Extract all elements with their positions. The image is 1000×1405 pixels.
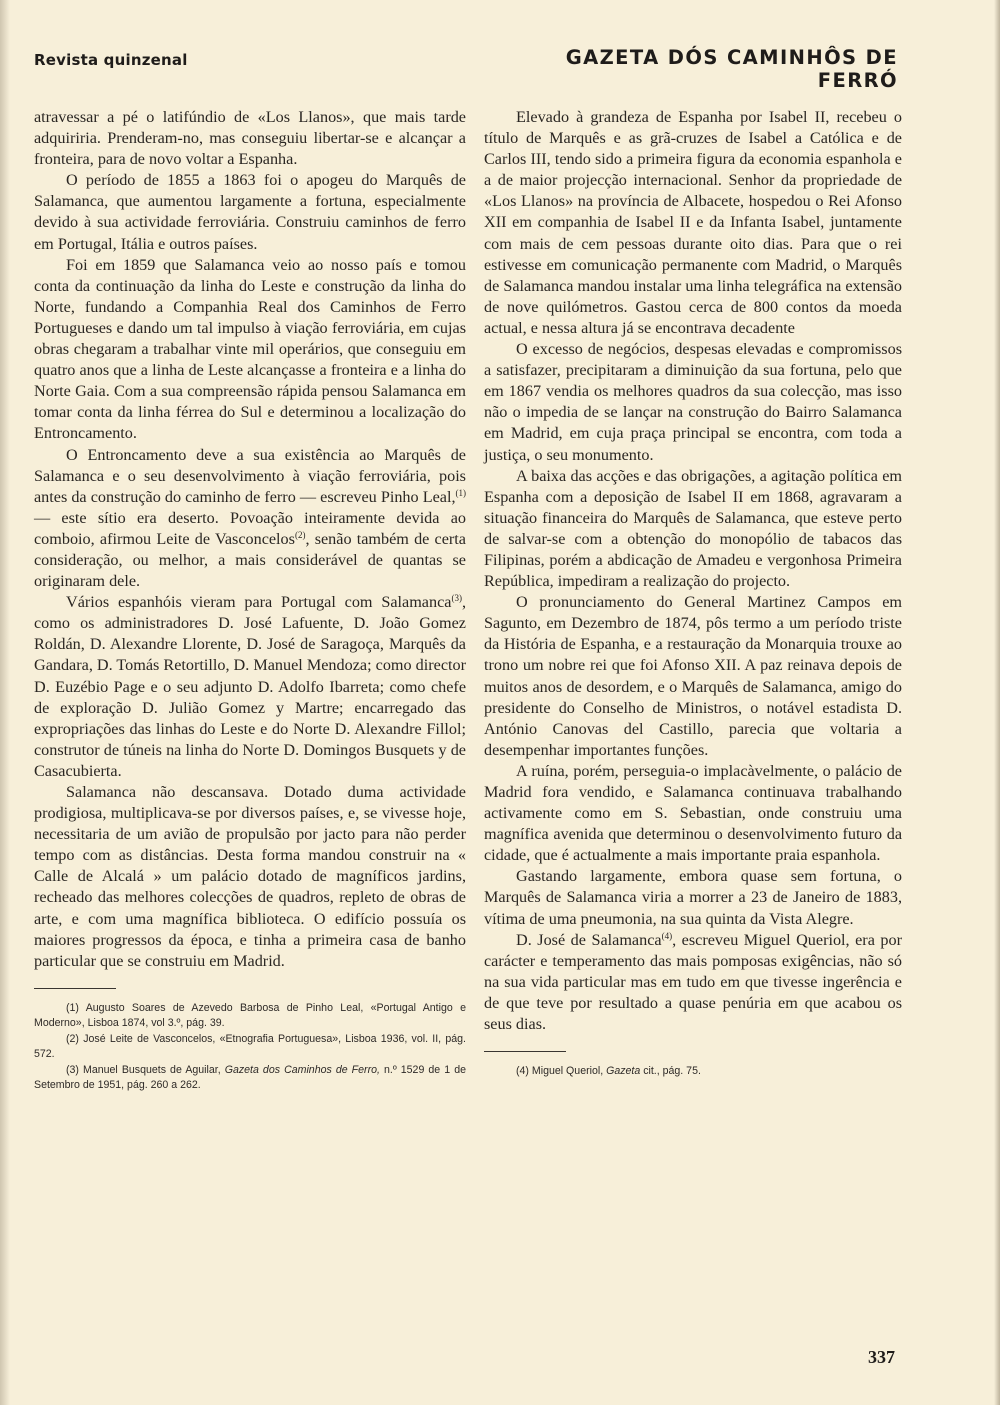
running-header-title: GAZETA DÓS CAMINHÔS DE FERRÓ: [565, 46, 898, 92]
page-edge-shadow: [994, 0, 1000, 1405]
paragraph: Foi em 1859 que Salamanca veio ao nosso país e tomou conta da continuação da linha do Leste e construção da linha do Norte, fundando a Companhia Real dos Caminhos de Ferro Portugueses e dando um tal impulso à viação ferroviária, em cujas obras chegaram a trabalhar vinte mil operários, que conseguiu em quatro anos que a linha de Leste alcançasse a fronteira e a linha do Norte Gaia. Com a sua compreensão rápida pensou Salamanca em tomar conta da linha férrea do Sul e determinou a localização do Entroncamento.: [34, 255, 466, 443]
paragraph: Gastando largamente, embora quase sem fortuna, o Marquês de Salamanca viria a morrer a 23 de Janeiro de 1883, vítima de uma pneumonia, na sua quinta da Vista Alegre.: [484, 867, 902, 928]
footnote-text: Miguel Queriol,: [531, 1065, 607, 1078]
footnote-ref-3[interactable]: (3): [451, 593, 462, 604]
footnote-text: n.º 1529 de 1 de Setembro de 1951, pág. 260 a 262.: [34, 1063, 466, 1092]
paragraph: A ruína, porém, perseguia-o implacàvelmente, o palácio de Madrid fora vendido, e Salamanca continuava trabalhando activamente como em S. Sebastian, onde construiu uma magnífica avenida que determinou o desenvolvimento futuro da cidade, que é actualmente a mais importante praia espanhola.: [484, 761, 902, 865]
left-column: [34, 107, 466, 1094]
footnote-1: [34, 1001, 466, 1032]
paragraph: O excesso de negócios, despesas elevadas e compromissos a satisfazer, precipitaram a diminuição da sua fortuna, pelo que em 1867 vendia os melhores quadros da sua colecção, mas isso não o impedia de se lançar na construção do Bairro Salamanca em Madrid, em cuja praça principal se encontra, com toda a justiça, o seu monumento.: [484, 340, 902, 464]
paragraph: [34, 592, 466, 782]
paragraph: Elevado à grandeza de Espanha por Isabel II, recebeu o título de Marquês e as grã-cruzes de Isabel a Católica e de Carlos III, tendo sido a primeira figura da economia espanhola e a de maior projecção internacional. Senhor da propriedade de «Los Llanos» na província de Albacete, hospedou o Rei Afonso XII em companhia de Isabel II e da Infanta Isabel, juntamente com mais de cem pessoas durante oito dias. Para que o rei estivesse em comunicação permanente com Madrid, o Marquês de Salamanca mandou instalar uma linha telegráfica na extensão de nove quilómetros. Gastou cerca de 800 contos da moeda actual, e nessa altura já se encontrava decadente: [484, 108, 902, 337]
footnote-3: [34, 1063, 466, 1094]
paragraph: [484, 930, 902, 1035]
right-column-body: [484, 107, 902, 1035]
paragraph-text: D. José de Salamanca: [516, 930, 662, 949]
paragraph-text: — este sítio era deserto. Povoação inteiramente devida ao comboio, afirmou Leite de Vasconcelos: [34, 508, 466, 548]
footnote-text: Augusto Soares de Azevedo Barbosa de Pinho Leal, «Portugal Antigo e Moderno», Lisboa 1874, vol 3.º, pág. 39.: [34, 1001, 466, 1030]
right-column: [484, 107, 902, 1080]
paragraph: O período de 1855 a 1863 foi o apogeu do Marquês de Salamanca, que aumentou largamente a fortuna, especialmente devido à sua actividade ferroviária. Construiu caminhos de ferro em Portugal, Itália e outros países.: [34, 171, 466, 253]
footnote-ref-4[interactable]: (4): [661, 930, 673, 941]
paragraph-text: Vários espanhóis vieram para Portugal com Salamanca: [66, 593, 452, 612]
paragraph: atravessar a pé o latifúndio de «Los Llanos», que mais tarde adquiriria. Prenderam-no, mas conseguiu libertar-se e alcançar a fronteira, para de novo voltar a Espanha.: [34, 108, 466, 169]
page-number: 337: [868, 1347, 895, 1367]
footnote-number: (1): [66, 1001, 79, 1014]
paragraph-text: , escreveu Miguel Queriol, era por carácter e temperamento das mais pomposas exigências, não só na sua vida particular mas em tudo em que tivesse ingerência e de que teve por resultado a quase penúria em que acabou os seus dias.: [484, 930, 902, 1034]
footnote-ref-1[interactable]: (1): [455, 487, 466, 498]
left-footnotes: [34, 1001, 466, 1094]
page-edge-shadow: [0, 0, 10, 1405]
paragraph-text: , como os administradores D. José Lafuente, D. João Gomez Roldán, D. Alexandre Llorente, D. José de Saragoça, Marquês da Gandara, D. Tomás Retortillo, D. Manuel Mendoza; como director D. Euzébio Page e o seu adjunto D. Adolfo Ibarreta; como chefe de exploração D. Julião Gomez y Martre; encarregado das expropriações das linhas do Leste e do Norte D. Alexandre Fillol; construtor de túneis na linha do Norte D. Domingos Busquets y de Casacubierta.: [34, 593, 466, 780]
footnote-divider: [484, 1051, 566, 1052]
footnote-text: cit., pág. 75.: [640, 1065, 701, 1078]
footnote-text: Manuel Busquets de Aguilar,: [83, 1063, 225, 1076]
footnote-italic-title: Gazeta: [606, 1065, 641, 1078]
paragraph: Salamanca não descansava. Dotado duma actividade prodigiosa, multiplicava-se por diversos países, e, se vivesse hoje, necessitaria de um avião de propulsão por jacto para não perder tempo com as distâncias. Desta forma mandou construir na « Calle de Alcalá » um palácio dotado de magníficos jardins, recheado das melhores colecções de quadros, repleto de obras de arte, e com uma magnífica biblioteca. O edifício possuía os maiores progressos da época, e tinha a primeira casa de banho particular que se construiu em Madrid.: [34, 783, 466, 970]
footnote-ref-2[interactable]: (2): [294, 529, 306, 540]
footnote-text: José Leite de Vasconcelos, «Etnografia Portuguesa», Lisboa 1936, vol. II, pág. 572.: [34, 1032, 466, 1061]
running-header-left: Revista quinzenal: [34, 51, 188, 69]
left-column-body: [34, 107, 466, 972]
paragraph: O pronunciamento do General Martinez Campos em Sagunto, em Dezembro de 1874, pôs termo a um período triste da História de Espanha, e a restauração da Monarquia trouxe ao trono um nobre rei que foi Afonso XII. A paz reinava depois de muitos anos de desordem, e o Marquês de Salamanca, amigo do presidente do Conselho de Ministros, o notável estadista D. António Canovas del Castillo, parecia que voltaria a desempenhar importantes funções.: [484, 593, 902, 759]
footnote-number: (4): [516, 1065, 529, 1078]
footnote-4: [484, 1064, 902, 1080]
paragraph: A baixa das acções e das obrigações, a agitação política em Espanha com a deposição de Isabel II em 1868, agravaram a situação financeira do Marquês de Salamanca, que esteve perto de salvar-se com a obtenção do monopólio de tabacos das Filipinas, porém a abdicação de Amadeu e vergonhosa Primeira República, impediram a realização do projecto.: [484, 466, 902, 591]
paragraph: [34, 445, 466, 593]
footnote-italic-title: Gazeta dos Caminhos de Ferro,: [224, 1063, 380, 1076]
footnote-number: (3): [66, 1063, 79, 1076]
footnote-number: (2): [66, 1032, 79, 1045]
footnote-divider: [34, 988, 116, 989]
paragraph-text: O Entroncamento deve a sua existência ao Marquês de Salamanca e o seu desenvolvimento à viação ferroviária, pois antes da construção do caminho de ferro — escreveu Pinho Leal,: [34, 445, 466, 506]
footnote-2: [34, 1032, 466, 1063]
right-footnotes: [484, 1064, 902, 1080]
paragraph-text: , senão também de certa consideração, ou melhor, a mais considerável de quantas se originaram dele.: [34, 529, 466, 591]
